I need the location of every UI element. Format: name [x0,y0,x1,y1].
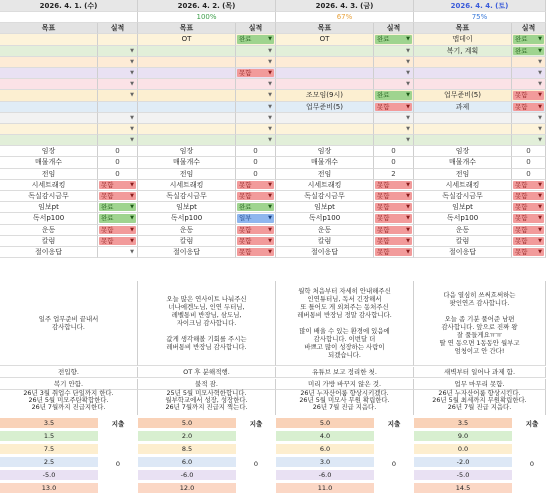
habit-label: 전임 [0,169,98,180]
chevron-down-icon: ▼ [268,181,272,188]
goal-cell[interactable] [138,135,236,146]
habit-value[interactable] [236,191,276,202]
chevron-down-icon: ▼ [406,248,410,255]
status-chip[interactable]: 못함 ▼ [515,192,542,200]
result-cell[interactable]: ▼ [512,79,546,90]
chevron-down-icon: ▼ [130,181,134,188]
chevron-down-icon: ▼ [406,193,410,199]
result-cell[interactable]: ▼ [236,46,276,57]
status-chip[interactable]: 못함 ▼ [377,247,410,256]
score-value[interactable]: -6.0 [276,470,374,481]
score-value[interactable]: 6.0 [138,457,236,468]
date-header: 2026. 4. 1. (수) [0,0,138,12]
result-cell[interactable]: ▼ [512,135,546,146]
habit-label: 칼럼 [138,236,236,247]
goal-statement[interactable]: 26년 누자산어룸 향상시킨다. 26년 5월 최세까지 무원확립한다. 26년 7월 진급 지음다. [414,390,546,415]
result-cell[interactable]: ▼ [512,57,546,68]
goal-cell[interactable] [138,102,236,113]
status-chip[interactable]: 못함 ▼ [377,203,410,212]
score-value[interactable]: 2.5 [0,457,98,468]
result-cell[interactable]: ▼ [374,68,414,79]
habit-label: 매물개수 [138,157,236,168]
goal-cell[interactable] [0,79,98,90]
result-cell[interactable]: ▼ [236,102,276,113]
chevron-down-icon: ▼ [130,237,134,244]
result-cell[interactable]: ▼ [98,57,138,68]
status-chip[interactable]: 완료 ▼ [239,35,272,44]
goal-cell[interactable]: 업무준비(5) [414,90,512,101]
goal-cell[interactable] [276,124,374,135]
chevron-down-icon: ▼ [268,36,272,43]
score-value[interactable]: -6.0 [138,470,236,481]
score-value[interactable]: -2.0 [414,457,512,468]
fine-value[interactable]: 0 [529,460,535,468]
result-cell[interactable]: ▼ [98,46,138,57]
chevron-down-icon: ▼ [538,36,542,43]
habit-value[interactable] [374,213,414,224]
habit-label: 독서p100 [0,213,98,224]
habit-value[interactable] [236,213,276,224]
habit-label: 임장 [276,146,374,157]
chevron-down-icon: ▼ [268,226,272,233]
goal-cell[interactable] [138,68,236,79]
chevron-down-icon: ▼ [406,204,410,211]
goal-cell[interactable]: OT [138,34,236,45]
result-cell[interactable] [98,34,138,45]
score-value[interactable]: 0.0 [414,444,512,455]
status-chip[interactable]: 못함 ▼ [515,236,542,245]
date-header: 2026. 4. 4. (토) [414,0,546,12]
habit-label: 매물개수 [276,157,374,168]
habit-label: 임장 [414,146,512,157]
habit-label: 시세트래킹 [138,180,236,191]
status-chip[interactable]: 못함 ▼ [101,192,134,200]
fine-value[interactable]: 0 [253,460,259,468]
gratitude-memo[interactable]: 오늘 많은 연사이트 나눠주신 너나에겐노님, 인연 두터님, 레벨통비 반장님, 삼도님, 자이크님 감사합니다. 값게 생각해볼 기회를 주시는 레버통비 반장님 감사합니다. [138,281,276,366]
goal-cell[interactable]: 복기, 계획 [414,46,512,57]
habit-label: 임보pt [0,202,98,213]
habit-value[interactable] [98,180,138,191]
habit-value[interactable]: 0 [98,146,138,157]
result-cell[interactable] [236,34,276,45]
result-cell[interactable]: ▼ [98,135,138,146]
result-cell[interactable]: ▼ [374,113,414,124]
habit-label: 칼럼 [276,236,374,247]
habit-label: 독실감시금무 [414,191,512,202]
habit-value[interactable] [236,225,276,236]
chevron-down-icon: ▼ [130,204,134,211]
chevron-down-icon: ▼ [406,181,410,188]
goal-cell[interactable] [0,57,98,68]
goal-cell[interactable] [138,57,236,68]
result-cell[interactable]: ▼ [374,135,414,146]
habit-value[interactable]: 0 [512,169,546,180]
score-value[interactable]: 12.0 [138,483,236,494]
column-result-header: 실적 [374,23,414,34]
result-cell[interactable]: ▼ [374,124,414,135]
result-cell[interactable]: ▼ [374,57,414,68]
habit-value[interactable] [512,202,546,213]
improve-text[interactable]: 복기 안함. [0,379,138,390]
status-chip[interactable]: 일부 ▼ [239,214,272,223]
habit-value[interactable] [374,202,414,213]
column-result-header: 실적 [236,23,276,34]
habit-value[interactable] [98,225,138,236]
status-chip[interactable]: 못함 ▼ [101,225,134,234]
goal-cell[interactable] [0,46,98,57]
goal-cell[interactable] [0,68,98,79]
result-cell[interactable] [512,102,546,113]
review-text[interactable]: 새벽부터 일어나 과제 함. [414,367,546,378]
habit-value[interactable] [236,236,276,247]
result-cell[interactable]: ▼ [512,124,546,135]
goal-cell[interactable]: 업무준비(5) [276,102,374,113]
habit-value[interactable]: 0 [236,157,276,168]
result-cell[interactable] [374,90,414,101]
score-value[interactable]: 2.0 [138,431,236,442]
goal-cell[interactable] [276,46,374,57]
habit-value[interactable]: 0 [98,169,138,180]
goal-cell[interactable]: OT [276,34,374,45]
fine-label: 지출 [111,420,125,428]
goal-cell[interactable] [138,124,236,135]
column-goal-header: 목표 [276,23,374,34]
habit-value[interactable] [98,213,138,224]
result-cell[interactable] [236,68,276,79]
chevron-down-icon: ▼ [538,103,542,110]
column-goal-header: 목표 [0,23,98,34]
result-cell[interactable]: ▼ [98,90,138,101]
status-chip[interactable]: 완료 ▼ [515,46,542,55]
habit-value[interactable] [374,236,414,247]
goal-cell[interactable] [138,46,236,57]
habit-value[interactable]: 0 [512,146,546,157]
score-value[interactable]: 4.0 [276,431,374,442]
goal-cell[interactable] [414,79,512,90]
goal-statement[interactable]: 26년 3월 취업수 단일까지 한다. 26년 5월 미모주탄확합한다. 26년 7월까지 진급지한다. [0,390,138,415]
status-chip[interactable]: 못함 ▼ [101,236,134,245]
status-chip[interactable]: 완료 ▼ [101,214,134,223]
result-cell[interactable]: ▼ [98,79,138,90]
status-chip[interactable]: 못함 ▼ [377,236,410,245]
habit-label: 운동 [0,225,98,236]
gratitude-memo[interactable]: 일주 업무준비 끝내서 감사합니다. [0,281,138,366]
score-value[interactable]: -5.0 [0,470,98,481]
habit-label: 독실감시금무 [0,191,98,202]
status-chip[interactable]: 못함 ▼ [515,180,542,189]
status-chip[interactable]: 못함 ▼ [377,180,410,189]
result-cell[interactable] [374,34,414,45]
status-chip[interactable]: 완료 ▼ [101,203,134,212]
result-cell[interactable]: ▼ [236,113,276,124]
goal-cell[interactable] [276,68,374,79]
habit-value[interactable]: 0 [98,157,138,168]
habit-value[interactable]: 0 [236,169,276,180]
status-chip[interactable]: 완료 ▼ [377,35,410,44]
chevron-down-icon: ▼ [268,193,272,199]
status-chip[interactable]: 못함 ▼ [377,102,410,111]
fine-label: 지출 [249,420,263,428]
chevron-down-icon: ▼ [130,226,134,233]
chevron-down-icon: ▼ [538,92,542,99]
habit-label: 시세트래킹 [0,180,98,191]
chevron-down-icon: ▼ [538,215,542,222]
date-header: 2026. 4. 3. (금) [276,0,414,12]
habit-value[interactable] [512,180,546,191]
habit-label: 임장 [0,146,98,157]
habit-label: 절이응답 [414,247,512,258]
goal-cell[interactable] [414,113,512,124]
chevron-down-icon: ▼ [406,36,410,43]
review-text[interactable]: 유튜브 보고 정리한 첫. [276,367,414,378]
date-header: 2026. 4. 2. (목) [138,0,276,12]
fine-value[interactable]: 0 [115,460,121,468]
score-value[interactable]: 8.5 [138,444,236,455]
score-value[interactable]: 5.0 [276,418,374,429]
habit-label: 절이응답 [138,247,236,258]
status-chip[interactable]: 못함 ▼ [515,225,542,234]
status-chip[interactable]: 못함 ▼ [239,225,272,234]
score-value[interactable]: 7.5 [0,444,98,455]
goal-cell[interactable] [0,113,98,124]
completion-percent: 67% [276,12,414,23]
gratitude-memo[interactable]: 다음 열심히 쓰써흐써하는 팟인연즈 감사합니다. 오늘 좀 기분 풀어준 남편 감사합니다. 앞으로 진짜 왕 잘 풀들게요ㅠㅠ 딸 연 동으면 1동동안 월부고 엄청이고 안 간다! [414,281,546,366]
score-value[interactable]: 14.5 [414,483,512,494]
review-text[interactable]: 전입향. [0,367,138,378]
habit-value[interactable] [236,202,276,213]
goal-cell[interactable] [276,135,374,146]
goal-cell[interactable] [0,124,98,135]
goal-cell[interactable] [138,79,236,90]
habit-label: 운동 [276,225,374,236]
score-value[interactable]: 5.0 [138,418,236,429]
score-value[interactable]: 13.0 [0,483,98,494]
result-cell[interactable]: ▼ [512,68,546,79]
habit-value[interactable] [236,247,276,258]
habit-label: 임보pt [276,202,374,213]
goal-cell[interactable] [138,113,236,124]
chevron-down-icon: ▼ [538,47,542,54]
goal-cell[interactable]: 과제 [414,102,512,113]
result-cell[interactable]: ▼ [236,124,276,135]
result-cell[interactable]: ▼ [98,124,138,135]
habit-value[interactable] [512,225,546,236]
habit-label: 칼럼 [414,236,512,247]
chevron-down-icon: ▼ [538,237,542,244]
completion-percent: 75% [414,12,546,23]
habit-value[interactable]: 0 [374,157,414,168]
habit-value[interactable]: ▼ [98,247,138,258]
status-chip[interactable]: 못함 ▼ [239,68,272,77]
chevron-down-icon: ▼ [538,248,542,255]
chevron-down-icon: ▼ [268,237,272,244]
result-cell[interactable]: ▼ [98,113,138,124]
habit-label: 매물개수 [414,157,512,168]
status-chip[interactable]: 못함 ▼ [239,192,272,200]
chevron-down-icon: ▼ [268,248,272,255]
chevron-down-icon: ▼ [538,193,542,199]
habit-value[interactable] [512,236,546,247]
status-chip[interactable]: 못함 ▼ [239,180,272,189]
status-chip[interactable]: 못함 ▼ [239,247,272,256]
fine-value[interactable]: 0 [391,460,397,468]
habit-label: 전임 [414,169,512,180]
chevron-down-icon: ▼ [268,69,272,76]
goal-cell[interactable]: 조모임(9시) [276,90,374,101]
chevron-down-icon: ▼ [268,215,272,222]
habit-label: 임보pt [138,202,236,213]
habit-label: 독서p100 [276,213,374,224]
improve-text[interactable]: 미리 가방 바꾸지 않은 것. [276,379,414,390]
goal-cell[interactable] [414,57,512,68]
result-cell[interactable]: ▼ [236,57,276,68]
goal-cell[interactable] [414,68,512,79]
chevron-down-icon: ▼ [130,215,134,222]
result-cell[interactable]: ▼ [512,113,546,124]
result-cell[interactable] [512,90,546,101]
result-cell[interactable]: ▼ [236,135,276,146]
chevron-down-icon: ▼ [538,181,542,188]
column-result-header: 실적 [98,23,138,34]
goal-statement[interactable]: 25년 5월 미모사혁한합니다. 월부학교에서 성장, 성장한다. 26년 7월까지 진급지 찍는다. [138,390,276,415]
review-text[interactable]: OT 후 분해적행. [138,367,276,378]
goal-statement[interactable]: 26년 누자산어룸 향상시키겠다. 26년 5월 미모사 무원 확립한다. 26년 7월 진급 지음다. [276,390,414,415]
score-value[interactable]: 6.0 [276,444,374,455]
score-value[interactable]: 1.5 [0,431,98,442]
habit-value[interactable] [98,236,138,247]
fine-label: 지출 [387,420,401,428]
goal-cell[interactable] [414,124,512,135]
habit-value[interactable] [98,202,138,213]
goal-cell[interactable] [276,57,374,68]
improve-text[interactable]: 불적 잠. [138,379,276,390]
completion-percent: 100% [138,12,276,23]
status-chip[interactable]: 못함 ▼ [515,102,542,111]
column-result-header: 실적 [512,23,546,34]
result-cell[interactable] [512,34,546,45]
goal-cell[interactable] [0,34,98,45]
status-chip[interactable]: 못함 ▼ [377,192,410,200]
habit-value[interactable] [512,213,546,224]
habit-value[interactable] [374,191,414,202]
habit-value[interactable]: 0 [236,146,276,157]
habit-label: 독서p100 [414,213,512,224]
habit-value[interactable]: 2 [374,169,414,180]
column-goal-header: 목표 [414,23,512,34]
score-value[interactable]: 3.5 [414,418,512,429]
status-chip[interactable]: 완료 ▼ [515,35,542,44]
habit-label: 임장 [138,146,236,157]
habit-label: 매물개수 [0,157,98,168]
habit-label: 시세트래킹 [276,180,374,191]
score-value[interactable]: 9.0 [414,431,512,442]
result-cell[interactable] [374,102,414,113]
habit-label: 독실감시금무 [276,191,374,202]
chevron-down-icon: ▼ [406,215,410,222]
status-chip[interactable]: 못함 ▼ [515,247,542,256]
habit-value[interactable] [236,180,276,191]
score-value[interactable]: 3.0 [276,457,374,468]
habit-label: 전임 [276,169,374,180]
result-cell[interactable]: ▼ [374,46,414,57]
status-chip[interactable]: 못함 ▼ [377,225,410,234]
result-cell[interactable] [512,46,546,57]
chevron-down-icon: ▼ [538,226,542,233]
status-chip[interactable]: 못함 ▼ [101,180,134,189]
habit-value[interactable] [374,180,414,191]
status-chip[interactable]: 완료 ▼ [239,203,272,212]
chevron-down-icon: ▼ [406,92,410,99]
chevron-down-icon: ▼ [268,204,272,211]
goal-cell[interactable] [0,135,98,146]
habit-label: 운동 [138,225,236,236]
chevron-down-icon: ▼ [538,204,542,211]
status-chip[interactable]: 못함 ▼ [515,91,542,100]
result-cell[interactable]: ▼ [236,90,276,101]
chevron-down-icon: ▼ [406,237,410,244]
goal-cell[interactable] [0,102,98,113]
habit-value[interactable] [374,225,414,236]
improve-text[interactable]: 업무 마무리 못함. [414,379,546,390]
goal-cell[interactable] [276,113,374,124]
gratitude-memo[interactable]: 월학 처음부터 자세히 안내해주신 인연튜터님, 독서 긴장해서 또 틀어도 게 외쳐주는 동처주신 레버통비 반장님 정말 감사합니다. 많이 배울 수 있는 환경에 있음에 감사합니다. 이번달 더 바쁘고 많이 성장하는 사람이 되겠습니다. [276,281,414,366]
result-cell[interactable]: ▼ [374,79,414,90]
column-goal-header: 목표 [138,23,236,34]
habit-label: 독실감시금무 [138,191,236,202]
goal-cell[interactable] [138,90,236,101]
status-chip[interactable]: 완료 ▼ [377,91,410,100]
habit-value[interactable] [374,247,414,258]
habit-label: 절이응답 [276,247,374,258]
habit-label: 운동 [414,225,512,236]
result-cell[interactable]: ▼ [236,79,276,90]
goal-cell[interactable] [276,79,374,90]
habit-value[interactable] [512,191,546,202]
chevron-down-icon: ▼ [406,226,410,233]
habit-label: 임보pt [414,202,512,213]
goal-cell[interactable]: 맵데이 [414,34,512,45]
score-value[interactable]: -5.0 [414,470,512,481]
status-chip[interactable]: 못함 ▼ [239,236,272,245]
habit-label: 독서p100 [138,213,236,224]
result-cell[interactable] [98,102,138,113]
status-chip[interactable]: 못함 ▼ [515,214,542,223]
completion-percent [0,12,138,23]
habit-value[interactable]: 0 [512,157,546,168]
habit-label: 시세트래킹 [414,180,512,191]
goal-cell[interactable] [414,135,512,146]
goal-cell[interactable] [0,90,98,101]
habit-label: 절이응답 [0,247,98,258]
result-cell[interactable]: ▼ [98,68,138,79]
chevron-down-icon: ▼ [130,193,134,199]
habit-value[interactable] [512,247,546,258]
habit-label: 칼럼 [0,236,98,247]
score-value[interactable]: 3.5 [0,418,98,429]
habit-value[interactable] [98,191,138,202]
status-chip[interactable]: 못함 ▼ [515,203,542,212]
status-chip[interactable]: 못함 ▼ [377,214,410,223]
habit-value[interactable]: 0 [374,146,414,157]
fine-label: 지출 [525,420,539,428]
chevron-down-icon: ▼ [406,103,410,110]
score-value[interactable]: 11.0 [276,483,374,494]
habit-label: 전임 [138,169,236,180]
